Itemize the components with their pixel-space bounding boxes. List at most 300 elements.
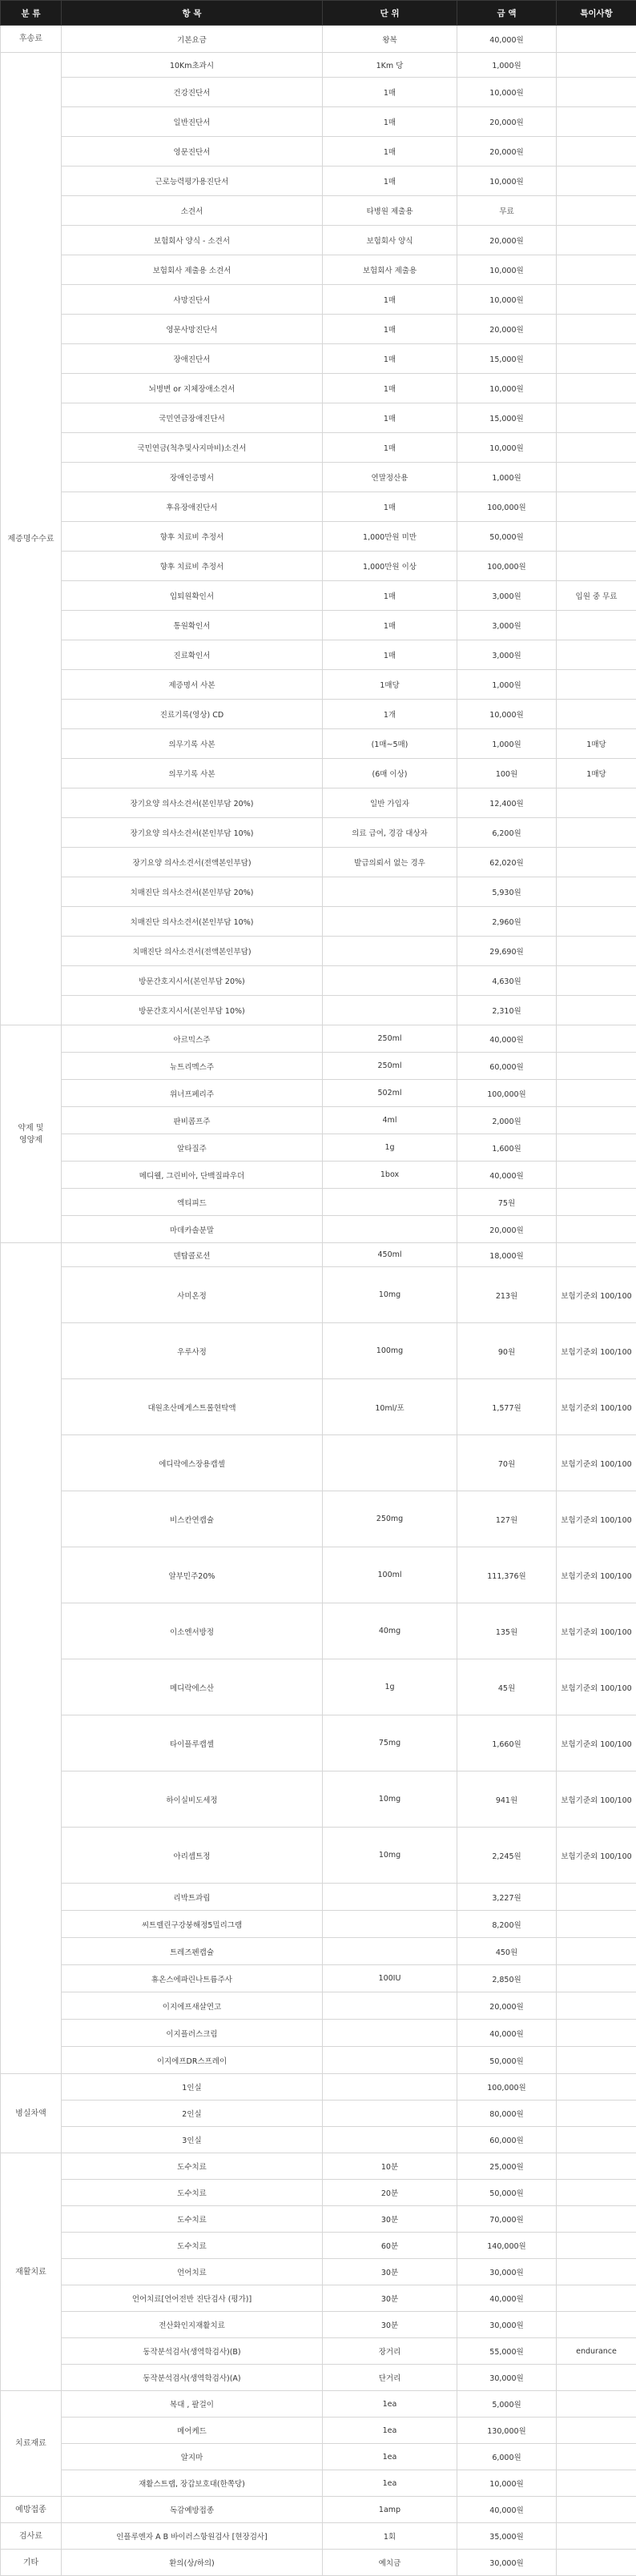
note-cell: 보험기준외 100/100 xyxy=(557,1828,636,1884)
item-cell: 방문간호지시서(본인부담 10%) xyxy=(62,996,323,1025)
price-cell: 35,000원 xyxy=(457,2523,557,2550)
item-cell: 2인실 xyxy=(62,2101,323,2127)
category-cell: 제증명수수료 xyxy=(1,53,62,1025)
note-cell xyxy=(557,1884,636,1911)
note-cell: 보험기준외 100/100 xyxy=(557,1659,636,1715)
item-cell: 도수치료 xyxy=(62,2233,323,2259)
unit-cell: 예치금 xyxy=(323,2550,457,2576)
item-cell: 이소엔서방정 xyxy=(62,1603,323,1659)
price-cell: 70,000원 xyxy=(457,2206,557,2233)
item-cell: 사미온정 xyxy=(62,1267,323,1323)
table-row xyxy=(1,2285,636,2312)
category-cell: 검사료 xyxy=(1,2523,62,2550)
note-cell xyxy=(557,1911,636,1938)
note-cell xyxy=(557,2365,636,2391)
note-cell xyxy=(557,996,636,1025)
price-cell: 135원 xyxy=(457,1603,557,1659)
item-cell: 뇌병변 or 지체장애소견서 xyxy=(62,374,323,403)
unit-cell: 1Km 당 xyxy=(323,53,457,78)
item-cell: 환의(상/하의) xyxy=(62,2550,323,2576)
unit-cell: 20분 xyxy=(323,2180,457,2206)
item-cell: 장기요양 의사소견서(본인부담 20%) xyxy=(62,788,323,818)
table-row xyxy=(1,2338,636,2365)
table-row xyxy=(1,2523,636,2550)
price-cell: 30,000원 xyxy=(457,2550,557,2576)
table-row xyxy=(1,1379,636,1435)
item-cell: 메디웰, 그린비아, 단백질파우더 xyxy=(62,1162,323,1189)
item-cell: 대원초산메게스트롤현탁액 xyxy=(62,1379,323,1435)
item-cell: 위너프페리주 xyxy=(62,1080,323,1107)
note-cell xyxy=(557,463,636,492)
item-cell: 치매진단 의사소견서(전액본인부담) xyxy=(62,937,323,966)
price-cell: 20,000원 xyxy=(457,226,557,255)
price-cell: 18,000원 xyxy=(457,1243,557,1267)
note-cell xyxy=(557,2470,636,2497)
item-cell: 통원확인서 xyxy=(62,611,323,640)
item-cell: 장기요양 의사소견서(본인부담 10%) xyxy=(62,818,323,848)
table-row xyxy=(1,1243,636,1267)
note-cell xyxy=(557,315,636,344)
unit-cell: 1매 xyxy=(323,374,457,403)
table-row xyxy=(1,53,636,78)
note-cell xyxy=(557,492,636,522)
table-row xyxy=(1,2074,636,2101)
price-cell: 12,400원 xyxy=(457,788,557,818)
price-cell: 10,000원 xyxy=(457,2470,557,2497)
category-cell xyxy=(1,1243,62,2074)
note-cell xyxy=(557,53,636,78)
note-cell xyxy=(557,848,636,877)
table-row xyxy=(1,1134,636,1162)
item-cell: 독감예방접종 xyxy=(62,2497,323,2523)
note-cell xyxy=(557,2153,636,2180)
table-row xyxy=(1,1992,636,2020)
price-cell: 40,000원 xyxy=(457,2285,557,2312)
price-cell: 10,000원 xyxy=(457,700,557,729)
price-cell: 111,376원 xyxy=(457,1547,557,1603)
table-row xyxy=(1,700,636,729)
note-cell: 입원 중 무료 xyxy=(557,581,636,611)
note-cell xyxy=(557,818,636,848)
unit-cell xyxy=(323,2074,457,2101)
note-cell xyxy=(557,700,636,729)
item-cell: 메어케드 xyxy=(62,2418,323,2444)
unit-cell: 30분 xyxy=(323,2285,457,2312)
table-row xyxy=(1,403,636,433)
table-row xyxy=(1,1189,636,1216)
unit-cell: 450ml xyxy=(323,1243,457,1267)
table-row xyxy=(1,2127,636,2153)
note-cell xyxy=(557,107,636,137)
unit-cell: 4ml xyxy=(323,1107,457,1134)
unit-cell: 보험회사 양식 xyxy=(323,226,457,255)
item-cell: 진료기록(영상) CD xyxy=(62,700,323,729)
unit-cell xyxy=(323,996,457,1025)
note-cell xyxy=(557,877,636,907)
unit-cell: 1매 xyxy=(323,433,457,463)
note-cell xyxy=(557,1080,636,1107)
unit-cell xyxy=(323,2020,457,2047)
unit-cell: 30분 xyxy=(323,2259,457,2285)
item-cell: 엑티피드 xyxy=(62,1189,323,1216)
price-cell: 100,000원 xyxy=(457,552,557,581)
category-cell: 치료재료 xyxy=(1,2391,62,2497)
unit-cell: 10mg xyxy=(323,1267,457,1323)
note-cell xyxy=(557,670,636,700)
note-cell xyxy=(557,552,636,581)
price-cell: 1,000원 xyxy=(457,670,557,700)
item-cell: 입퇴원확인서 xyxy=(62,581,323,611)
note-cell xyxy=(557,1216,636,1243)
item-cell: 에디락에스장용캡셀 xyxy=(62,1435,323,1491)
price-cell: 15,000원 xyxy=(457,403,557,433)
price-cell: 100,000원 xyxy=(457,2074,557,2101)
table-row xyxy=(1,937,636,966)
note-cell xyxy=(557,2391,636,2418)
unit-cell: 1매 xyxy=(323,403,457,433)
table-row xyxy=(1,848,636,877)
note-cell: 보험기준외 100/100 xyxy=(557,1603,636,1659)
note-cell xyxy=(557,2523,636,2550)
note-cell xyxy=(557,78,636,107)
note-cell xyxy=(557,2233,636,2259)
note-cell xyxy=(557,137,636,167)
note-cell xyxy=(557,2127,636,2153)
table-row xyxy=(1,2470,636,2497)
unit-cell xyxy=(323,966,457,996)
item-cell: 소견서 xyxy=(62,196,323,226)
item-cell: 보험회사 제출용 소견서 xyxy=(62,255,323,285)
price-cell: 2,000원 xyxy=(457,1107,557,1134)
price-cell: 1,600원 xyxy=(457,1134,557,1162)
price-cell: 45원 xyxy=(457,1659,557,1715)
price-cell: 1,577원 xyxy=(457,1379,557,1435)
price-cell: 941원 xyxy=(457,1772,557,1828)
table-row xyxy=(1,226,636,255)
unit-cell: 1ea xyxy=(323,2444,457,2470)
item-cell: 아리셉트정 xyxy=(62,1828,323,1884)
item-cell: 마데카솔분말 xyxy=(62,1216,323,1243)
unit-cell: 30분 xyxy=(323,2206,457,2233)
price-cell: 62,020원 xyxy=(457,848,557,877)
item-cell: 알타질주 xyxy=(62,1134,323,1162)
unit-cell: 10ml/포 xyxy=(323,1379,457,1435)
header-note: 특이사항 xyxy=(557,1,636,26)
unit-cell xyxy=(323,1189,457,1216)
item-cell: 아르믹스주 xyxy=(62,1025,323,1053)
table-row xyxy=(1,492,636,522)
price-cell: 40,000원 xyxy=(457,2020,557,2047)
note-cell xyxy=(557,1134,636,1162)
item-cell: 우루사정 xyxy=(62,1323,323,1379)
item-cell: 영문사망진단서 xyxy=(62,315,323,344)
item-cell: 장애인증명서 xyxy=(62,463,323,492)
price-cell: 29,690원 xyxy=(457,937,557,966)
price-cell: 40,000원 xyxy=(457,2497,557,2523)
unit-cell xyxy=(323,2101,457,2127)
table-row xyxy=(1,2497,636,2523)
price-cell: 8,200원 xyxy=(457,1911,557,1938)
price-cell: 450원 xyxy=(457,1938,557,1965)
table-row xyxy=(1,522,636,552)
table-row xyxy=(1,1323,636,1379)
note-cell xyxy=(557,907,636,937)
table-row xyxy=(1,818,636,848)
item-cell: 3인실 xyxy=(62,2127,323,2153)
table-row xyxy=(1,78,636,107)
item-cell: 이지에프새살연고 xyxy=(62,1992,323,2020)
table-row xyxy=(1,2047,636,2074)
price-cell: 2,960원 xyxy=(457,907,557,937)
table-row xyxy=(1,1491,636,1547)
unit-cell: 1box xyxy=(323,1162,457,1189)
item-cell: 언어치료[언어전반 진단검사 (평가)] xyxy=(62,2285,323,2312)
table-row xyxy=(1,2101,636,2127)
table-row xyxy=(1,1107,636,1134)
unit-cell: 10분 xyxy=(323,2153,457,2180)
item-cell: 향후 치료비 추정서 xyxy=(62,552,323,581)
price-cell: 1,660원 xyxy=(457,1715,557,1772)
price-cell: 3,000원 xyxy=(457,611,557,640)
price-cell: 30,000원 xyxy=(457,2259,557,2285)
category-cell: 예방접종 xyxy=(1,2497,62,2523)
table-row xyxy=(1,137,636,167)
note-cell xyxy=(557,2101,636,2127)
note-cell xyxy=(557,788,636,818)
item-cell: 의무기록 사본 xyxy=(62,759,323,788)
price-cell: 10,000원 xyxy=(457,255,557,285)
price-cell: 60,000원 xyxy=(457,1053,557,1080)
unit-cell: 장거리 xyxy=(323,2338,457,2365)
price-cell: 10,000원 xyxy=(457,285,557,315)
unit-cell xyxy=(323,1938,457,1965)
note-cell xyxy=(557,1053,636,1080)
price-cell: 1,000원 xyxy=(457,729,557,759)
unit-cell: 1매 xyxy=(323,78,457,107)
price-cell: 2,245원 xyxy=(457,1828,557,1884)
unit-cell: 1ea xyxy=(323,2391,457,2418)
table-row xyxy=(1,344,636,374)
table-row xyxy=(1,26,636,53)
note-cell: 보험기준외 100/100 xyxy=(557,1772,636,1828)
price-cell: 213원 xyxy=(457,1267,557,1323)
price-cell: 1,000원 xyxy=(457,53,557,78)
note-cell: endurance xyxy=(557,2338,636,2365)
note-cell: 보험기준외 100/100 xyxy=(557,1435,636,1491)
note-cell xyxy=(557,344,636,374)
unit-cell: (1매~5매) xyxy=(323,729,457,759)
item-cell: 방문간호지시서(본인부담 20%) xyxy=(62,966,323,996)
unit-cell: 1ea xyxy=(323,2470,457,2497)
note-cell: 1매당 xyxy=(557,729,636,759)
table-row xyxy=(1,729,636,759)
unit-cell: 1매 xyxy=(323,167,457,196)
unit-cell xyxy=(323,2127,457,2153)
table-row xyxy=(1,611,636,640)
table-row xyxy=(1,2259,636,2285)
unit-cell: 일반 가입자 xyxy=(323,788,457,818)
price-cell: 75원 xyxy=(457,1189,557,1216)
item-cell: 향후 치료비 추정서 xyxy=(62,522,323,552)
item-cell: 트레즈펜캡슐 xyxy=(62,1938,323,1965)
note-cell xyxy=(557,1025,636,1053)
unit-cell: 1매 xyxy=(323,581,457,611)
note-cell: 보험기준외 100/100 xyxy=(557,1491,636,1547)
category-cell: 후송료 xyxy=(1,26,62,53)
note-cell xyxy=(557,167,636,196)
note-cell xyxy=(557,374,636,403)
note-cell xyxy=(557,2047,636,2074)
item-cell: 치매진단 의사소견서(본인부담 20%) xyxy=(62,877,323,907)
unit-cell: 타병원 제출용 xyxy=(323,196,457,226)
item-cell: 하이실비도세정 xyxy=(62,1772,323,1828)
note-cell xyxy=(557,2497,636,2523)
item-cell: 씨트렐린구강붕해정5밀리그램 xyxy=(62,1911,323,1938)
unit-cell: 100ml xyxy=(323,1547,457,1603)
unit-cell xyxy=(323,1992,457,2020)
category-cell: 약제 및 영양제 xyxy=(1,1025,62,1243)
table-header-row xyxy=(1,1,636,26)
item-cell: 뉴트리멕스주 xyxy=(62,1053,323,1080)
unit-cell: 1amp xyxy=(323,2497,457,2523)
item-cell: 사망진단서 xyxy=(62,285,323,315)
price-cell: 10,000원 xyxy=(457,374,557,403)
price-cell: 100,000원 xyxy=(457,492,557,522)
unit-cell: 1,000만원 이상 xyxy=(323,552,457,581)
note-cell xyxy=(557,966,636,996)
note-cell xyxy=(557,937,636,966)
unit-cell xyxy=(323,907,457,937)
item-cell: 리박트과립 xyxy=(62,1884,323,1911)
note-cell xyxy=(557,1189,636,1216)
note-cell xyxy=(557,26,636,53)
item-cell: 국민연금장애진단서 xyxy=(62,403,323,433)
unit-cell xyxy=(323,937,457,966)
table-row xyxy=(1,167,636,196)
item-cell: 국민연금(척추및사지마비)소견서 xyxy=(62,433,323,463)
table-row xyxy=(1,433,636,463)
note-cell xyxy=(557,2550,636,2576)
note-cell: 보험기준외 100/100 xyxy=(557,1547,636,1603)
header-unit: 단 위 xyxy=(323,1,457,26)
price-cell: 20,000원 xyxy=(457,1216,557,1243)
table-body xyxy=(1,26,636,2576)
item-cell: 도수치료 xyxy=(62,2206,323,2233)
unit-cell: 100mg xyxy=(323,1323,457,1379)
price-cell: 30,000원 xyxy=(457,2312,557,2338)
table-row xyxy=(1,1053,636,1080)
item-cell: 기본요금 xyxy=(62,26,323,53)
note-cell: 보험기준외 100/100 xyxy=(557,1715,636,1772)
note-cell xyxy=(557,1938,636,1965)
price-cell: 40,000원 xyxy=(457,1025,557,1053)
price-cell: 140,000원 xyxy=(457,2233,557,2259)
category-cell: 재활치료 xyxy=(1,2153,62,2391)
item-cell: 타이플루캡셀 xyxy=(62,1715,323,1772)
table-row xyxy=(1,2180,636,2206)
table-row xyxy=(1,196,636,226)
note-cell xyxy=(557,196,636,226)
table-row xyxy=(1,1911,636,1938)
price-cell: 15,000원 xyxy=(457,344,557,374)
unit-cell: 발급의뢰서 없는 경우 xyxy=(323,848,457,877)
note-cell xyxy=(557,2285,636,2312)
note-cell xyxy=(557,2020,636,2047)
item-cell: 보험회사 양식 - 소견서 xyxy=(62,226,323,255)
price-cell: 70원 xyxy=(457,1435,557,1491)
note-cell xyxy=(557,2418,636,2444)
unit-cell: 1매 xyxy=(323,285,457,315)
table-row xyxy=(1,1715,636,1772)
price-cell: 55,000원 xyxy=(457,2338,557,2365)
item-cell: 후유장애진단서 xyxy=(62,492,323,522)
price-cell: 10,000원 xyxy=(457,78,557,107)
category-cell: 기타 xyxy=(1,2550,62,2576)
table-row xyxy=(1,107,636,137)
item-cell: 비스칸연캡슐 xyxy=(62,1491,323,1547)
price-cell: 6,200원 xyxy=(457,818,557,848)
price-cell: 127원 xyxy=(457,1491,557,1547)
price-cell: 4,630원 xyxy=(457,966,557,996)
note-cell xyxy=(557,255,636,285)
note-cell xyxy=(557,2074,636,2101)
price-cell: 50,000원 xyxy=(457,522,557,552)
table-row xyxy=(1,552,636,581)
table-row xyxy=(1,1267,636,1323)
note-cell xyxy=(557,285,636,315)
price-cell: 130,000원 xyxy=(457,2418,557,2444)
unit-cell xyxy=(323,1435,457,1491)
item-cell: 휴온스에파린나트륨주사 xyxy=(62,1965,323,1992)
unit-cell: 250ml xyxy=(323,1053,457,1080)
unit-cell: 보험회사 제출용 xyxy=(323,255,457,285)
price-cell: 20,000원 xyxy=(457,137,557,167)
note-cell xyxy=(557,2312,636,2338)
category-cell: 병실차액 xyxy=(1,2074,62,2153)
table-row xyxy=(1,2020,636,2047)
table-row xyxy=(1,1828,636,1884)
item-cell: 진료확인서 xyxy=(62,640,323,670)
price-cell: 100원 xyxy=(457,759,557,788)
table-row xyxy=(1,2233,636,2259)
note-cell xyxy=(557,1107,636,1134)
item-cell: 전산화인지재활치료 xyxy=(62,2312,323,2338)
note-cell xyxy=(557,2206,636,2233)
unit-cell: 단거리 xyxy=(323,2365,457,2391)
table-row xyxy=(1,2312,636,2338)
item-cell: 장애진단서 xyxy=(62,344,323,374)
unit-cell: 100IU xyxy=(323,1965,457,1992)
price-cell: 40,000원 xyxy=(457,1162,557,1189)
table-row xyxy=(1,1162,636,1189)
unit-cell: 1매 xyxy=(323,611,457,640)
header-item: 항 목 xyxy=(62,1,323,26)
unit-cell: 10mg xyxy=(323,1828,457,1884)
table-row xyxy=(1,1435,636,1491)
item-cell: 인플루엔자 A B 바이러스항원검사 [현장검사] xyxy=(62,2523,323,2550)
item-cell: 언어치료 xyxy=(62,2259,323,2285)
item-cell: 덴탑콜로션 xyxy=(62,1243,323,1267)
note-cell xyxy=(557,640,636,670)
unit-cell: 연말정산용 xyxy=(323,463,457,492)
unit-cell: 의료 급여, 경감 대상자 xyxy=(323,818,457,848)
note-cell xyxy=(557,1243,636,1267)
price-cell: 80,000원 xyxy=(457,2101,557,2127)
unit-cell: 10mg xyxy=(323,1772,457,1828)
price-cell: 50,000원 xyxy=(457,2047,557,2074)
item-cell: 동작분석검사(생역학검사)(A) xyxy=(62,2365,323,2391)
table-row xyxy=(1,463,636,492)
